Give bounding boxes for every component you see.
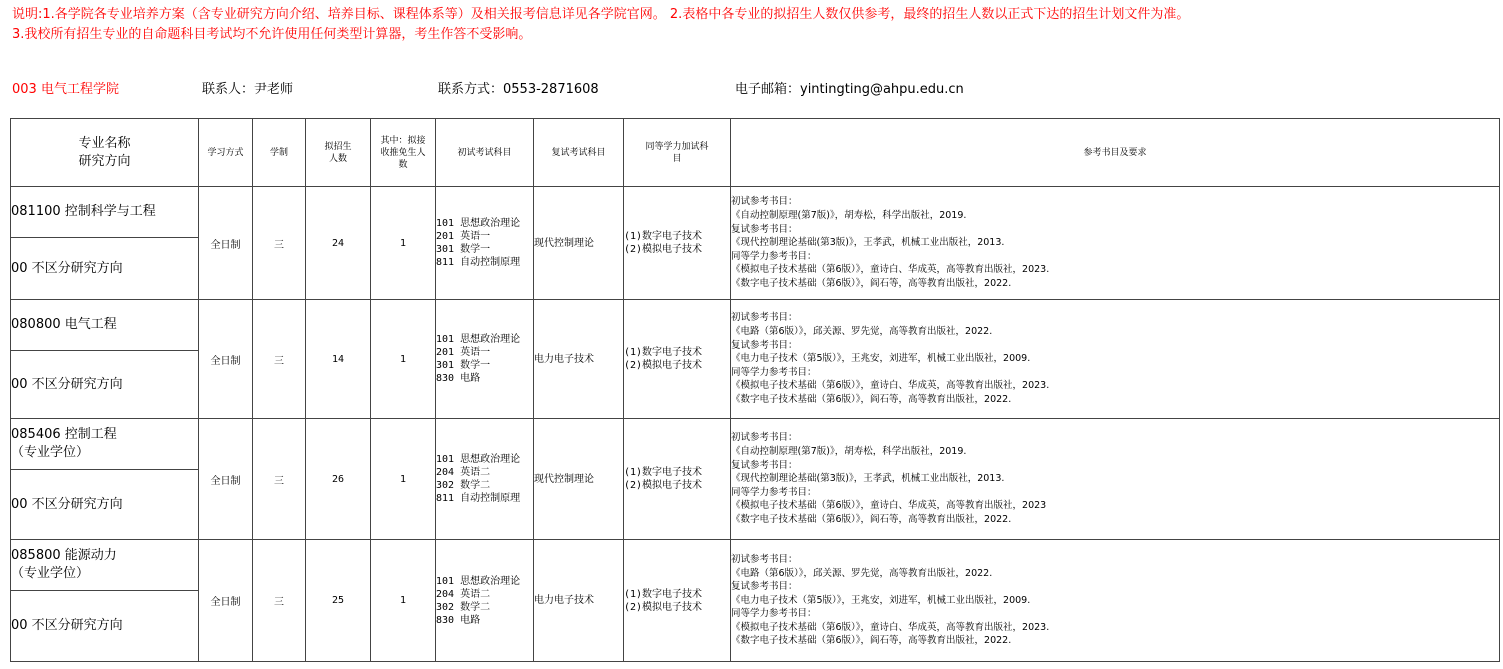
table-row (11, 540, 1500, 591)
major-name: 080800 电气工程 (11, 317, 117, 332)
reference-line: 《模拟电子技术基础（第6版）》，童诗白、华成英，高等教育出版社，2023. (731, 264, 1050, 276)
reference-line: 初试参考书目： (731, 432, 798, 444)
header-exempt (371, 119, 436, 187)
quota-cell: 25 (306, 540, 371, 662)
header-quota-label: 拟招生人数 (324, 141, 352, 164)
header-study-mode: 学习方式 (199, 119, 253, 187)
equivalent-cell (624, 540, 731, 662)
equivalent-subject: (2)模拟电子技术 (624, 480, 703, 491)
exam-subject: 204 英语二 (436, 467, 491, 478)
study-mode-cell: 全日制 (199, 419, 253, 540)
major-cell (11, 540, 199, 591)
retest-cell: 现代控制理论 (534, 187, 624, 300)
retest-cell: 电力电子技术 (534, 300, 624, 419)
exempt-cell: 1 (371, 419, 436, 540)
reference-line: 《自动控制原理(第7版)》，胡寿松，科学出版社，2019. (731, 446, 967, 458)
reference-line: 《数字电子技术基础（第6版）》，阎石等，高等教育出版社，2022. (731, 277, 1012, 289)
quota-cell: 26 (306, 419, 371, 540)
reference-line: 《现代控制理论基础(第3版)》，王孝武，机械工业出版社，2013. (731, 473, 1005, 485)
reference-line: 同等学力参考书目： (731, 250, 817, 262)
major-cell (11, 419, 199, 470)
reference-line: 复试参考书目： (731, 223, 798, 235)
exam-subject: 811 自动控制原理 (436, 257, 521, 268)
major-name: 085800 能源动力 (11, 548, 117, 563)
equivalent-subject: (1)数字电子技术 (624, 347, 703, 358)
reference-line: 复试参考书目： (731, 459, 798, 471)
table-header-row (11, 119, 1500, 187)
reference-line: 初试参考书目： (731, 196, 798, 208)
duration-cell: 三 (253, 187, 306, 300)
reference-line: 复试参考书目： (731, 581, 798, 593)
initial-exam-cell (436, 419, 534, 540)
exempt-cell: 1 (371, 187, 436, 300)
header-quota (306, 119, 371, 187)
reference-line: 《数字电子技术基础（第6版）》，阎石等，高等教育出版社，2022. (731, 393, 1012, 405)
study-mode-cell: 全日制 (199, 300, 253, 419)
references-cell (731, 187, 1500, 300)
header-direction-label: 研究方向 (78, 153, 131, 169)
major-cell (11, 300, 199, 351)
note-line-1: 说明:1.各学院各专业培养方案（含专业研究方向介绍、培养目标、课程体系等）及相关报考信息详见各学院官网。 2.表格中各专业的拟招生人数仅供参考，最终的招生人数以正式下达的招生计划文件为准。 (12, 7, 1190, 22)
duration-cell: 三 (253, 540, 306, 662)
reference-line: 《模拟电子技术基础（第6版）》，童诗白、华成英，高等教育出版社，2023 (731, 500, 1047, 512)
header-exempt-label: 其中：拟接收推免生人数 (380, 135, 426, 170)
header-references: 参考书目及要求 (731, 119, 1500, 187)
direction-cell: 00 不区分研究方向 (11, 351, 199, 419)
direction-cell: 00 不区分研究方向 (11, 238, 199, 300)
table-row (11, 187, 1500, 238)
reference-line: 《电力电子技术（第5版）》，王兆安，刘进军，机械工业出版社，2009. (731, 594, 1031, 606)
exempt-cell: 1 (371, 300, 436, 419)
equivalent-subject: (2)模拟电子技术 (624, 601, 703, 613)
reference-line: 《现代控制理论基础(第3版)》，王孝武，机械工业出版社，2013. (731, 237, 1005, 249)
header-duration: 学制 (253, 119, 306, 187)
retest-cell: 现代控制理论 (534, 419, 624, 540)
duration-cell: 三 (253, 300, 306, 419)
quota-cell: 24 (306, 187, 371, 300)
reference-line: 《数字电子技术基础（第6版）》，阎石等，高等教育出版社，2022. (731, 513, 1012, 525)
quota-cell: 14 (306, 300, 371, 419)
header-major (11, 119, 199, 187)
exam-subject: 201 英语一 (436, 347, 491, 358)
reference-line: 《电路（第6版）》，邱关源、罗先觉，高等教育出版社，2022. (731, 567, 993, 579)
exam-subject: 204 英语二 (436, 588, 491, 600)
equivalent-subject: (2)模拟电子技术 (624, 360, 703, 371)
exam-subject: 201 英语一 (436, 231, 491, 242)
initial-exam-cell (436, 300, 534, 419)
contact-email: 电子邮箱：yintingting@ahpu.edu.cn (735, 82, 964, 97)
equivalent-cell (624, 300, 731, 419)
reference-line: 初试参考书目： (731, 553, 798, 565)
exam-subject: 101 思想政治理论 (436, 334, 521, 345)
reference-line: 初试参考书目： (731, 312, 798, 324)
equivalent-subject: (2)模拟电子技术 (624, 244, 703, 255)
note-line-2: 3.我校所有招生专业的自命题科目考试均不允许使用任何类型计算器，考生作答不受影响。 (12, 27, 532, 42)
direction-cell: 00 不区分研究方向 (11, 470, 199, 540)
equivalent-subject: (1)数字电子技术 (624, 588, 703, 600)
admissions-table (10, 118, 1500, 662)
duration-cell: 三 (253, 419, 306, 540)
equivalent-cell (624, 187, 731, 300)
header-major-label: 专业名称 (78, 135, 131, 151)
reference-line: 同等学力参考书目： (731, 486, 817, 498)
references-cell (731, 419, 1500, 540)
reference-line: 《模拟电子技术基础（第6版）》，童诗白、华成英，高等教育出版社，2023. (731, 380, 1050, 392)
header-equivalent-label: 同等学力加试科目 (645, 141, 709, 164)
reference-line: 《自动控制原理(第7版)》，胡寿松，科学出版社，2019. (731, 210, 967, 222)
college-name: 003 电气工程学院 (12, 82, 119, 97)
reference-line: 复试参考书目： (731, 339, 798, 351)
exempt-cell: 1 (371, 540, 436, 662)
reference-line: 《电力电子技术（第5版）》，王兆安，刘进军，机械工业出版社，2009. (731, 353, 1031, 365)
reference-line: 《模拟电子技术基础（第6版）》，童诗白、华成英，高等教育出版社，2023. (731, 621, 1050, 633)
major-cell (11, 187, 199, 238)
references-cell (731, 300, 1500, 419)
header-retest: 复试考试科目 (534, 119, 624, 187)
header-initial-exam: 初试考试科目 (436, 119, 534, 187)
exam-subject: 830 电路 (436, 614, 481, 626)
reference-line: 《电路（第6版）》，邱关源、罗先觉，高等教育出版社，2022. (731, 326, 993, 338)
header-equivalent (624, 119, 731, 187)
exam-subject: 101 思想政治理论 (436, 218, 521, 229)
exam-subject: 302 数学二 (436, 480, 491, 491)
exam-subject: 101 思想政治理论 (436, 454, 521, 465)
table-row (11, 419, 1500, 470)
contact-person: 联系人：尹老师 (202, 82, 294, 97)
study-mode-cell: 全日制 (199, 540, 253, 662)
equivalent-cell (624, 419, 731, 540)
retest-cell: 电力电子技术 (534, 540, 624, 662)
study-mode-cell: 全日制 (199, 187, 253, 300)
exam-subject: 301 数学一 (436, 244, 491, 255)
major-degree-type: （专业学位） (11, 566, 90, 581)
reference-line: 同等学力参考书目： (731, 366, 817, 378)
contact-phone: 联系方式：0553-2871608 (438, 82, 599, 97)
direction-cell: 00 不区分研究方向 (11, 591, 199, 662)
exam-subject: 302 数学二 (436, 601, 491, 613)
references-cell (731, 540, 1500, 662)
exam-subject: 101 思想政治理论 (436, 575, 521, 587)
initial-exam-cell (436, 187, 534, 300)
reference-line: 同等学力参考书目： (731, 608, 817, 620)
major-degree-type: （专业学位） (11, 445, 90, 460)
reference-line: 《数字电子技术基础（第6版）》，阎石等，高等教育出版社，2022. (731, 635, 1012, 647)
notes (12, 5, 1189, 45)
exam-subject: 830 电路 (436, 373, 481, 384)
initial-exam-cell (436, 540, 534, 662)
exam-subject: 811 自动控制原理 (436, 493, 521, 504)
table-row (11, 300, 1500, 351)
equivalent-subject: (1)数字电子技术 (624, 467, 703, 478)
major-name: 081100 控制科学与工程 (11, 204, 156, 219)
equivalent-subject: (1)数字电子技术 (624, 231, 703, 242)
exam-subject: 301 数学一 (436, 360, 491, 371)
major-name: 085406 控制工程 (11, 427, 117, 442)
